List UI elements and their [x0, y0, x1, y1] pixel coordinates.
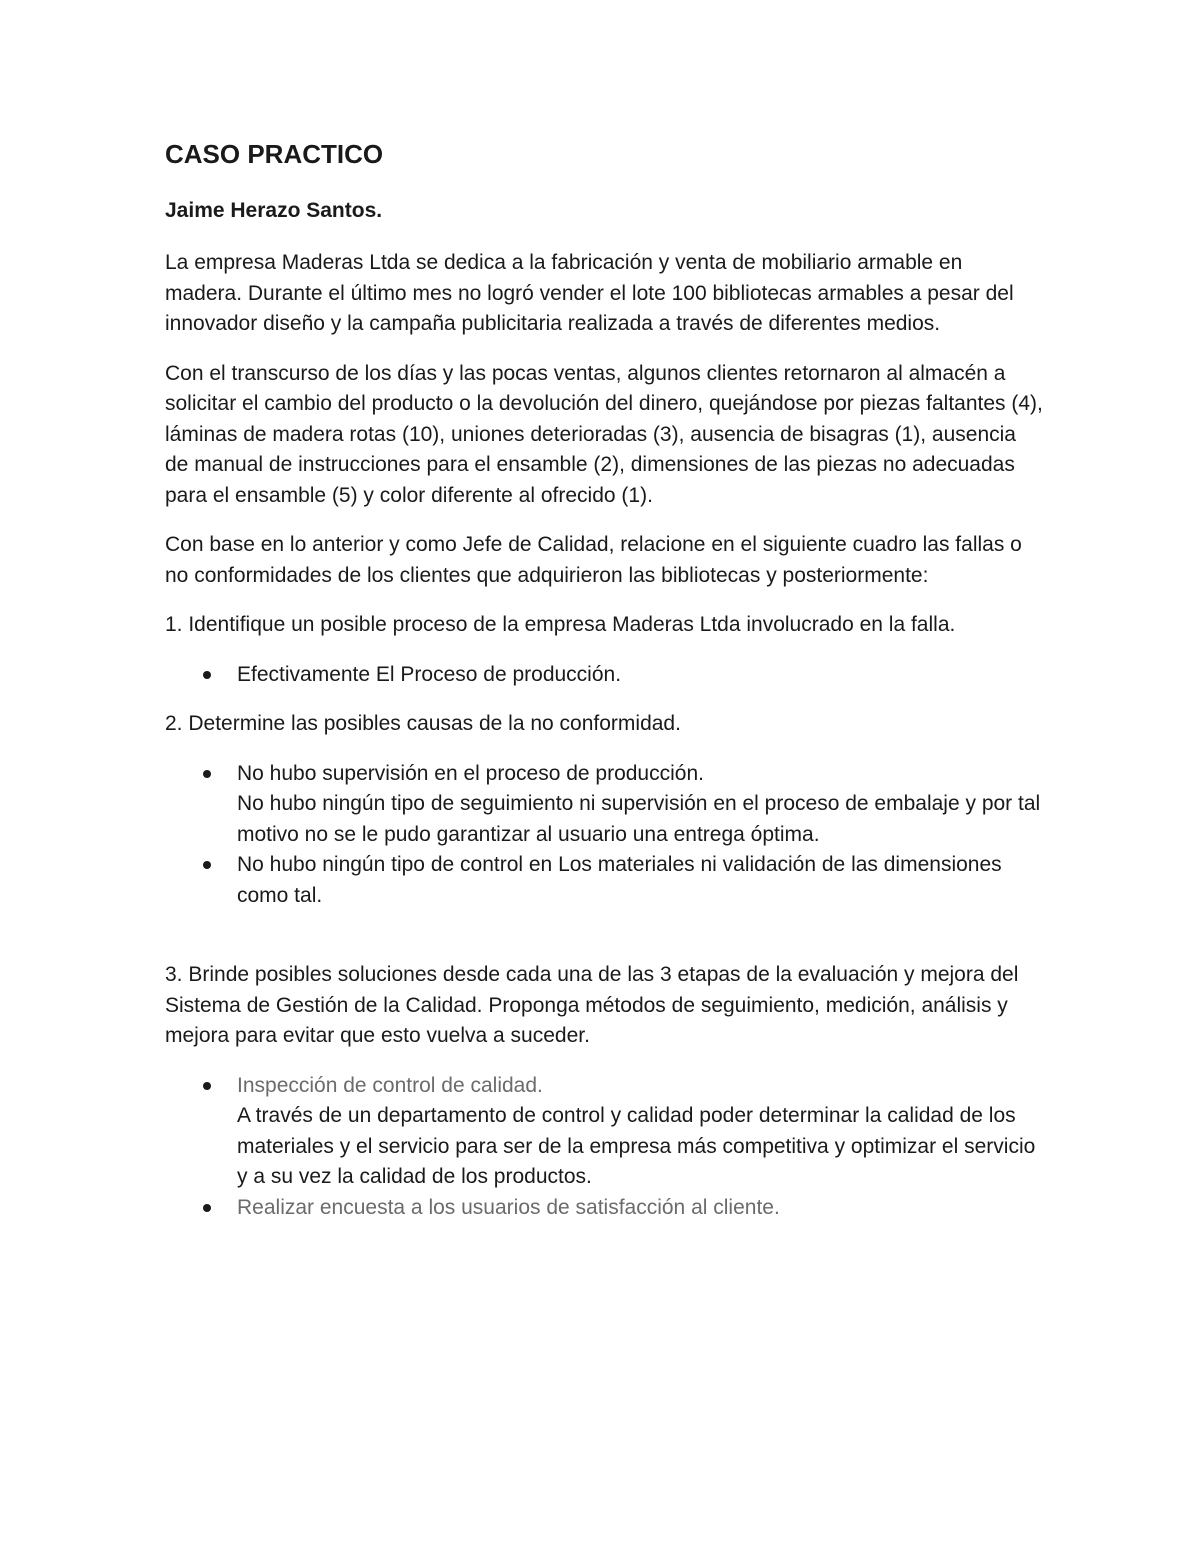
answer-1-list [165, 660, 1045, 691]
question-3: 3. Brinde posibles soluciones desde cada una de las 3 etapas de la evaluación y mejora del Sistema de Gestión de la Calidad. Proponga métodos de seguimiento, medición, análisis y mejora para evitar que esto vuelva a suceder. [165, 963, 1019, 1047]
bullet-icon [203, 671, 211, 679]
document-title: CASO PRACTICO [165, 139, 384, 169]
bullet-icon [203, 770, 211, 778]
list-item [165, 850, 1045, 911]
answer-3-item-1-body: A través de un departamento de control y calidad poder determinar la calidad de los materiales y el servicio para ser de la empresa más competitiva y optimizar el servicio y a su vez la calidad de los productos. [237, 1104, 1036, 1188]
list-item [165, 1193, 1045, 1224]
answer-3-list [165, 1071, 1045, 1224]
list-item [165, 660, 1045, 691]
answer-2-item-1-line-2: No hubo ningún tipo de seguimiento ni supervisión en el proceso de embalaje y por tal motivo no se le pudo garantizar al usuario una entrega óptima. [237, 792, 1041, 846]
list-item [165, 1071, 1045, 1193]
bullet-icon [203, 861, 211, 869]
answer-2-item-1-line-1: No hubo supervisión en el proceso de producción. [237, 761, 704, 785]
list-item [165, 759, 1045, 851]
blank-line [165, 930, 1045, 960]
author-name: Jaime Herazo Santos. [165, 199, 383, 222]
question-2: 2. Determine las posibles causas de la no conformidad. [165, 712, 681, 735]
bullet-icon [203, 1204, 211, 1212]
document-page [165, 138, 1045, 1242]
bullet-icon [203, 1082, 211, 1090]
intro-paragraph: La empresa Maderas Ltda se dedica a la fabricación y venta de mobiliario armable en madera. Durante el último mes no logró vender el lote 100 bibliotecas armables a pesar del innovador diseño y la campaña publicitaria realizada a través de diferentes medios. [165, 251, 1014, 335]
answer-1-text: Efectivamente El Proceso de producción. [237, 662, 622, 686]
answer-3-item-2-heading: Realizar encuesta a los usuarios de satisfacción al cliente. [237, 1195, 780, 1219]
question-1: 1. Identifique un posible proceso de la empresa Maderas Ltda involucrado en la falla. [165, 613, 956, 636]
answer-2-list [165, 759, 1045, 912]
complaints-paragraph: Con el transcurso de los días y las pocas ventas, algunos clientes retornaron al almacén a solicitar el cambio del producto o la devolución del dinero, quejándose por piezas faltantes (4), láminas de madera rotas (10), uniones deterioradas (3), ausencia de bisagras (1), ausencia de manual de instrucciones para el ensamble (2), dimensiones de las piezas no adecuadas para el ensamble (5) y color diferente al ofrecido (1). [165, 361, 1043, 507]
instructions-paragraph: Con base en lo anterior y como Jefe de Calidad, relacione en el siguiente cuadro las fallas o no conformidades de los clientes que adquirieron las bibliotecas y posteriormente: [165, 533, 1022, 587]
answer-3-item-1-heading: Inspección de control de calidad. [237, 1073, 543, 1097]
answer-2-item-2-line-1: No hubo ningún tipo de control en Los materiales ni validación de las dimensiones como tal. [237, 853, 1002, 907]
